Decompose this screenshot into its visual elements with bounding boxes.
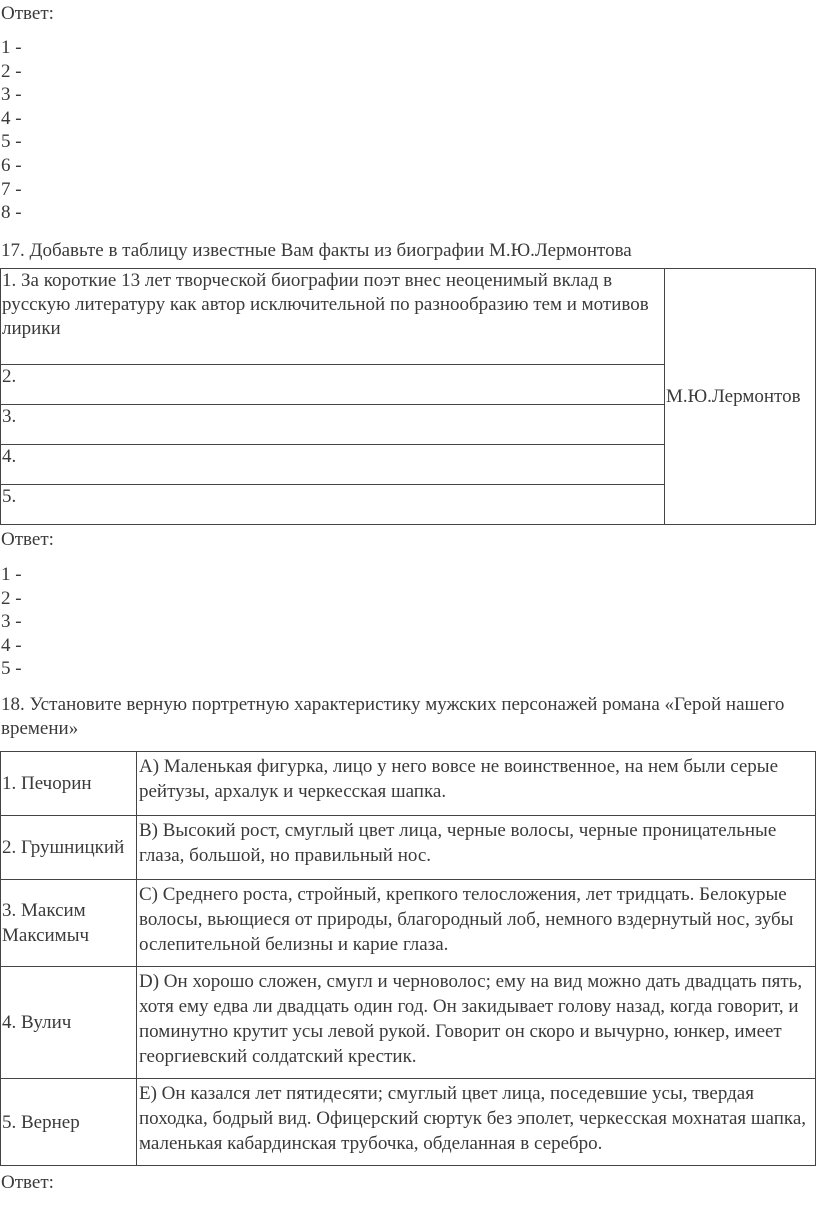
- poet-name-cell: М.Ю.Лермонтов: [665, 269, 816, 525]
- portrait-description-cell: А) Маленькая фигурка, лицо у него вовсе не воинственное, на нем были серые рейтузы, архалук и черкесская шапка.: [137, 752, 816, 816]
- biography-fact-cell[interactable]: 1. За короткие 13 лет творческой биографии поэт внес неоценимый вклад в русскую литературу как автор исключительной по разнообразию тем и мотивов лирики: [1, 269, 665, 365]
- biography-fact-cell[interactable]: 4.: [1, 445, 665, 485]
- answer-item: 1 -: [1, 37, 22, 58]
- hero-name-cell: 5. Вернер: [1, 1079, 137, 1166]
- biography-fact-cell[interactable]: 2.: [1, 365, 665, 405]
- answer-label: Ответ:: [1, 529, 54, 550]
- answer-item: 5 -: [1, 658, 22, 680]
- task-17-title: 17. Добавьте в таблицу известные Вам факты из биографии М.Ю.Лермонтова: [1, 240, 632, 261]
- answer-item: 7 -: [1, 178, 22, 200]
- hero-name-cell: 4. Вулич: [1, 967, 137, 1079]
- answer-label: Ответ:: [1, 3, 54, 24]
- answer-list: [1, 563, 22, 681]
- answer-item: 1 -: [1, 564, 22, 585]
- answer-item: 5 -: [1, 131, 22, 153]
- answer-item: 6 -: [1, 154, 22, 176]
- biography-fact-cell[interactable]: 5.: [1, 485, 665, 525]
- answer-item: 3 -: [1, 84, 22, 106]
- answer-label: Ответ:: [1, 1172, 54, 1193]
- portrait-description-cell: В) Высокий рост, смуглый цвет лица, черные волосы, черные проницательные глаза, большой, но правильный нос.: [137, 816, 816, 880]
- biography-fact-cell[interactable]: 3.: [1, 405, 665, 445]
- portrait-table: [0, 751, 816, 1166]
- answer-item: 4 -: [1, 634, 22, 656]
- portrait-description-cell: С) Среднего роста, стройный, крепкого телосложения, лет тридцать. Белокурые волосы, вьющиеся от природы, благородный лоб, немного вздернутый нос, зубы ослепительной белизны и карие глаза.: [137, 880, 816, 967]
- biography-table: [0, 268, 816, 525]
- hero-name-cell: 2. Грушницкий: [1, 816, 137, 880]
- answer-item: 2 -: [1, 60, 22, 82]
- portrait-description-cell: Е) Он казался лет пятидесяти; смуглый цвет лица, поседевшие усы, твердая походка, бодрый вид. Офицерский сюртук без эполет, черкесская мохнатая шапка, маленькая кабардинская трубочка, обделанная в серебро.: [137, 1079, 816, 1166]
- hero-name-cell: 3. Максим Максимыч: [1, 880, 137, 967]
- answer-item: 8 -: [1, 202, 22, 224]
- answer-item: 2 -: [1, 587, 22, 609]
- hero-name-cell: 1. Печорин: [1, 752, 137, 816]
- answer-list: [1, 36, 22, 225]
- portrait-description-cell: D) Он хорошо сложен, смугл и черноволос; ему на вид можно дать двадцать пять, хотя ему едва ли двадцать один год. Он закидывает голову назад, когда говорит, и поминутно крутит усы левой рукой. Говорит он скоро и вычурно, юнкер, имеет георгиевский солдатский крестик.: [137, 967, 816, 1079]
- answer-item: 3 -: [1, 611, 22, 633]
- answer-item: 4 -: [1, 107, 22, 129]
- task-18-title: 18. Установите верную портретную характеристику мужских персонажей романа «Герой нашего времени»: [1, 694, 785, 739]
